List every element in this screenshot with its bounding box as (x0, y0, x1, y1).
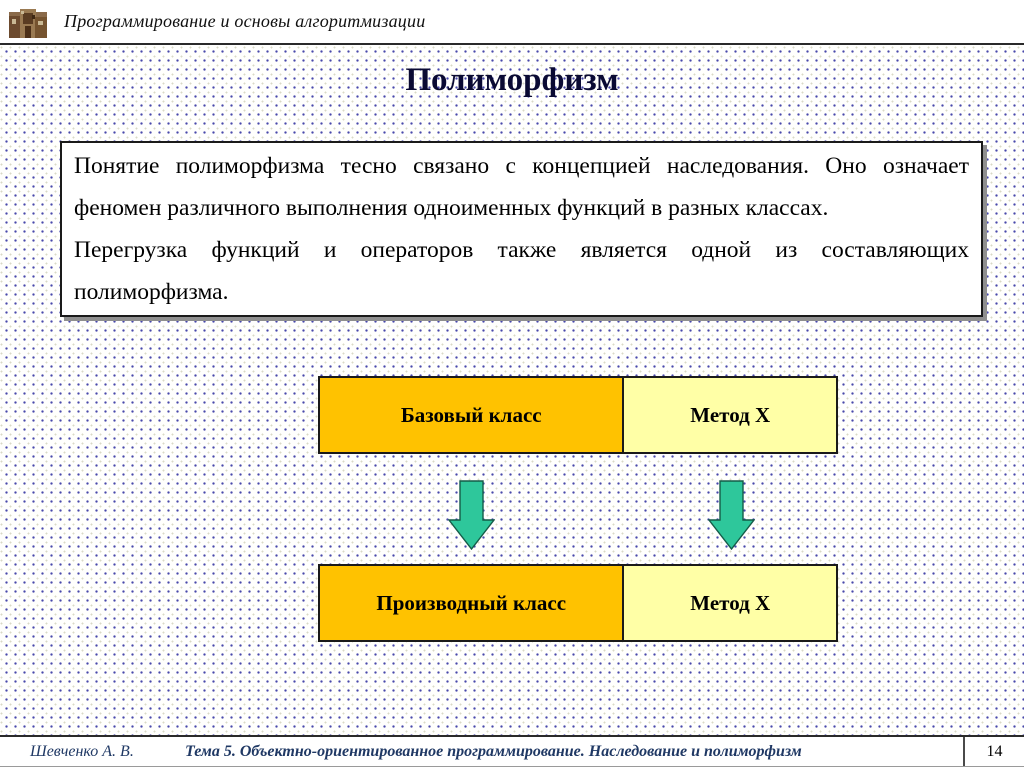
slide-body (0, 45, 1024, 735)
derived-method-cell: Метод X (624, 566, 836, 640)
course-title: Программирование и основы алгоритмизации (64, 11, 426, 31)
polymorphism-diagram (318, 376, 838, 642)
slide-header (0, 0, 1024, 45)
base-class-cell: Базовый класс (320, 378, 624, 452)
definition-textbox (60, 141, 983, 317)
university-emblem-icon (8, 5, 48, 39)
lecture-topic: Тема 5. Объектно-ориентированное программирование. Наследование и полиморфизм (185, 742, 802, 760)
derived-class-cell: Производный класс (320, 566, 624, 640)
down-arrow-icon (448, 480, 495, 550)
arrow-column-right (625, 480, 838, 550)
slide-footer (0, 735, 1024, 767)
base-class-row (318, 376, 838, 454)
arrow-column-left (318, 480, 625, 550)
definition-paragraph-1: Понятие полиморфизма тесно связано с концепцией наследования. Оно означает феномен различного выполнения одноименных функций в разных классах. (74, 153, 969, 221)
base-method-cell: Метод X (624, 378, 836, 452)
slide-title: Полиморфизм (405, 62, 619, 98)
author-name: Шевченко А. В. (30, 742, 134, 760)
derived-class-row (318, 564, 838, 642)
inheritance-arrows (318, 454, 838, 564)
definition-paragraph-2: Перегрузка функций и операторов также является одной из составляющих полиморфизма. (74, 237, 969, 305)
page-number: 14 (963, 737, 1024, 766)
down-arrow-icon (708, 480, 755, 550)
